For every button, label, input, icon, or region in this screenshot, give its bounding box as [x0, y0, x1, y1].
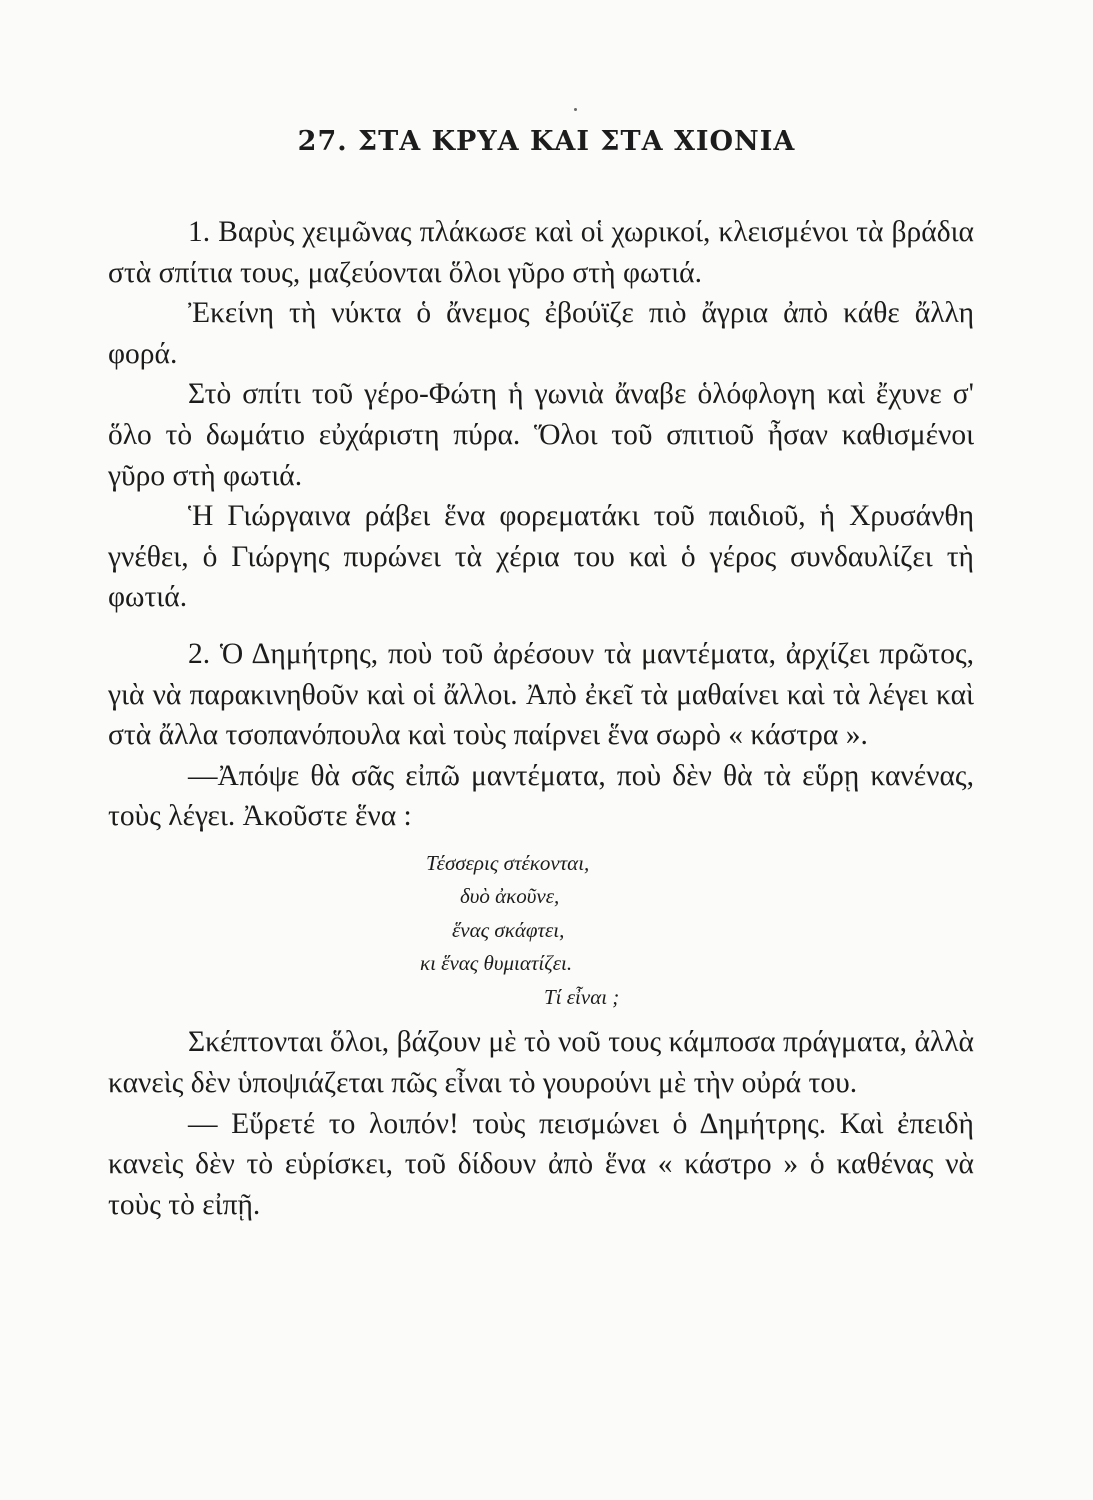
riddle-line: δυὸ ἀκοῦνε, [460, 884, 560, 909]
paragraph: 1. Βαρὺς χειμῶνας πλάκωσε καὶ οἱ χωρικοί, κλεισμένοι τὰ βράδια στὰ σπίτια τους, μαζεύονται ὅλοι γῦρο στὴ φωτιά. [108, 216, 974, 289]
riddle-question: Τί εἶναι ; [544, 984, 620, 1009]
ink-dot [574, 108, 577, 111]
paragraph: Ἡ Γιώργαινα ράβει ἕνα φορεματάκι τοῦ παιδιοῦ, ἡ Χρυσάνθη γνέθει, ὁ Γιώργης πυρώνει τὰ χέρια του καὶ ὁ γέρος συνδαυλίζει τὴ φωτιά. [108, 500, 974, 614]
paragraph: Στὸ σπίτι τοῦ γέρο-Φώτη ἡ γωνιὰ ἄναβε ὁλόφλογη καὶ ἔχυνε σ' ὅλο τὸ δωμάτιο εὐχάριστη πύρα. Ὅλοι τοῦ σπιτιοῦ ἦσαν καθισμένοι γῦρο στὴ φωτιά. [108, 378, 974, 492]
riddle-line: κι ἕνας θυμιατίζει. [420, 951, 573, 976]
chapter-title: 27. ΣΤΑ ΚΡΥΑ ΚΑΙ ΣΤΑ ΧΙΟΝΙΑ [297, 126, 796, 157]
paragraph: 2. Ὁ Δημήτρης, ποὺ τοῦ ἀρέσουν τὰ μαντέματα, ἀρχίζει πρῶτος, γιὰ νὰ παρακινηθοῦν καὶ οἱ ἄλλοι. Ἀπὸ ἐκεῖ τὰ μαθαίνει καὶ τὰ λέγει καὶ στὰ ἄλλα τσοπανόπουλα καὶ τοὺς παίρνει ἕνα σωρὸ « κάστρα ». [108, 637, 974, 752]
paragraph: — Εὕρετέ το λοιπόν! τοὺς πεισμώνει ὁ Δημήτρης. Καὶ ἐπειδὴ κανεὶς δὲν τὸ εὑρίσκει, τοῦ δίδουν ἀπὸ ἕνα « κάστρο » ὁ καθένας νὰ τοὺς τὸ εἰπῇ. [108, 1107, 974, 1221]
riddle-line: ἕνας σκάφτει, [452, 917, 565, 942]
riddle-line: Τέσσερις στέκονται, [426, 850, 590, 875]
chapter-body [108, 212, 974, 1225]
paragraph: Σκέπτονται ὅλοι, βάζουν μὲ τὸ νοῦ τους κάμποσα πράγματα, ἀλλὰ κανεὶς δὲν ὑποψιάζεται πῶς εἶναι τὸ γουρούνι μὲ τὴν οὐρά του. [108, 1026, 974, 1099]
paragraph: Ἐκείνη τὴ νύκτα ὁ ἄνεμος ἐβούϊζε πιὸ ἄγρια ἀπὸ κάθε ἄλλη φορά. [108, 297, 974, 370]
paragraph: —Ἀπόψε θὰ σᾶς εἰπῶ μαντέματα, ποὺ δὲν θὰ τὰ εὕρῃ κανένας, τοὺς λέγει. Ἀκοῦστε ἕνα : [108, 759, 974, 833]
riddle-verse [108, 847, 974, 1015]
